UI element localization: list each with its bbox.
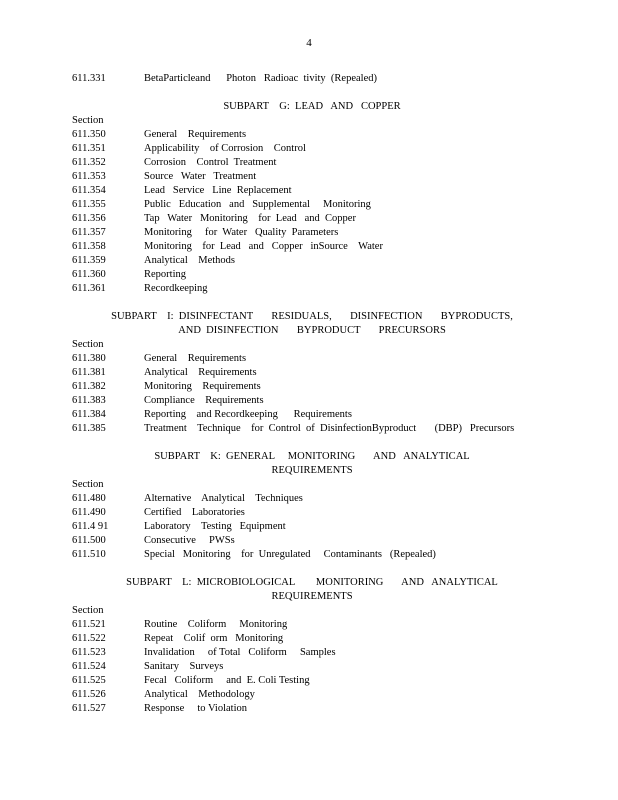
subpart-heading: SUBPART I: DISINFECTANT RESIDUALS, DISINFECTION BYPRODUCTS, bbox=[111, 311, 513, 322]
toc-entry bbox=[72, 422, 552, 436]
section-number: 611.510 bbox=[72, 549, 106, 560]
section-number: 611.490 bbox=[72, 507, 106, 518]
section-title: Laboratory Testing Equipment bbox=[144, 521, 286, 532]
toc-entry bbox=[72, 282, 552, 296]
section-number: 611.352 bbox=[72, 157, 106, 168]
toc-entry bbox=[72, 394, 552, 408]
toc-entry bbox=[72, 702, 552, 716]
subpart-block bbox=[72, 450, 552, 576]
section-title: General Requirements bbox=[144, 353, 247, 364]
section-number: 611.522 bbox=[72, 633, 106, 644]
subpart-heading: REQUIREMENTS bbox=[271, 591, 353, 602]
toc-entry bbox=[72, 226, 552, 240]
section-title: General Requirements bbox=[144, 129, 247, 140]
section-label: Section bbox=[72, 605, 104, 616]
section-number: 611.526 bbox=[72, 689, 106, 700]
section-title: Applicability of Corrosion Control bbox=[144, 143, 306, 154]
toc-entry bbox=[72, 170, 552, 184]
subpart-block bbox=[72, 576, 552, 716]
toc-entry bbox=[72, 72, 552, 86]
section-label: Section bbox=[72, 115, 104, 126]
section-number: 611.331 bbox=[72, 73, 106, 84]
section-title: Reporting bbox=[144, 269, 186, 280]
section-title: Monitoring Requirements bbox=[144, 381, 261, 392]
toc-entry bbox=[72, 380, 552, 394]
section-number: 611.350 bbox=[72, 129, 106, 140]
section-title: Reporting and Recordkeeping Requirements bbox=[144, 409, 352, 420]
toc-entry bbox=[72, 618, 552, 632]
section-number: 611.500 bbox=[72, 535, 106, 546]
section-title: Repeat Colif orm Monitoring bbox=[144, 633, 284, 644]
section-number: 611.355 bbox=[72, 199, 106, 210]
subpart-heading: AND DISINFECTION BYPRODUCT PRECURSORS bbox=[178, 325, 446, 336]
toc-entry bbox=[72, 366, 552, 380]
toc-entry bbox=[72, 632, 552, 646]
section-title: Sanitary Surveys bbox=[144, 661, 224, 672]
subpart-block bbox=[72, 100, 552, 310]
table-of-contents bbox=[72, 72, 552, 716]
toc-entry bbox=[72, 184, 552, 198]
toc-entry bbox=[72, 646, 552, 660]
section-title: Recordkeeping bbox=[144, 283, 208, 294]
section-number: 611.381 bbox=[72, 367, 106, 378]
toc-entry bbox=[72, 212, 552, 226]
section-title: Fecal Coliform and E. Coli Testing bbox=[144, 675, 310, 686]
toc-entry bbox=[72, 254, 552, 268]
section-number: 611.385 bbox=[72, 423, 106, 434]
section-title: Analytical Requirements bbox=[144, 367, 257, 378]
subparts-list bbox=[72, 100, 552, 716]
section-number: 611.354 bbox=[72, 185, 106, 196]
section-label: Section bbox=[72, 479, 104, 490]
section-title: Special Monitoring for Unregulated Contaminants (Repealed) bbox=[144, 549, 436, 560]
toc-entry bbox=[72, 408, 552, 422]
section-number: 611.357 bbox=[72, 227, 106, 238]
section-number: 611.353 bbox=[72, 171, 106, 182]
section-title: Consecutive PWSs bbox=[144, 535, 235, 546]
toc-entry bbox=[72, 506, 552, 520]
toc-entry bbox=[72, 198, 552, 212]
section-number: 611.382 bbox=[72, 381, 106, 392]
toc-entry bbox=[72, 128, 552, 142]
section-title: Compliance Requirements bbox=[144, 395, 264, 406]
section-number: 611.525 bbox=[72, 675, 106, 686]
toc-entry bbox=[72, 142, 552, 156]
section-number: 611.524 bbox=[72, 661, 106, 672]
section-title: Invalidation of Total Coliform Samples bbox=[144, 647, 336, 658]
toc-entry bbox=[72, 688, 552, 702]
section-title: Lead Service Line Replacement bbox=[144, 185, 292, 196]
page-number: 4 bbox=[306, 37, 312, 49]
section-number: 611.523 bbox=[72, 647, 106, 658]
subpart-heading: SUBPART K: GENERAL MONITORING AND ANALYTICAL bbox=[154, 451, 470, 462]
section-title: Source Water Treatment bbox=[144, 171, 257, 182]
section-title: BetaParticleand Photon Radioac tivity (Repealed) bbox=[144, 73, 377, 84]
subpart-heading: SUBPART G: LEAD AND COPPER bbox=[223, 101, 401, 112]
section-number: 611.356 bbox=[72, 213, 106, 224]
section-number: 611.384 bbox=[72, 409, 106, 420]
toc-entry bbox=[72, 268, 552, 282]
section-title: Corrosion Control Treatment bbox=[144, 157, 277, 168]
section-title: Response to Violation bbox=[144, 703, 248, 714]
section-number: 611.480 bbox=[72, 493, 106, 504]
section-title: Analytical Methodology bbox=[144, 689, 255, 700]
toc-entry bbox=[72, 240, 552, 254]
toc-entry bbox=[72, 352, 552, 366]
section-number: 611.359 bbox=[72, 255, 106, 266]
section-title: Alternative Analytical Techniques bbox=[144, 493, 303, 504]
section-number: 611.351 bbox=[72, 143, 106, 154]
section-number: 611.383 bbox=[72, 395, 106, 406]
section-number: 611.358 bbox=[72, 241, 106, 252]
section-title: Certified Laboratories bbox=[144, 507, 245, 518]
section-number: 611.361 bbox=[72, 283, 106, 294]
section-title: Monitoring for Water Quality Parameters bbox=[144, 227, 339, 238]
section-title: Treatment Technique for Control of DisinfectionByproduct (DBP) Precursors bbox=[144, 423, 515, 434]
section-number: 611.4 91 bbox=[72, 521, 109, 532]
toc-entry bbox=[72, 520, 552, 534]
subpart-heading: SUBPART L: MICROBIOLOGICAL MONITORING AND ANALYTICAL bbox=[126, 577, 498, 588]
toc-entry bbox=[72, 492, 552, 506]
section-title: Analytical Methods bbox=[144, 255, 235, 266]
toc-entry bbox=[72, 548, 552, 562]
toc-entry bbox=[72, 660, 552, 674]
section-title: Public Education and Supplemental Monitoring bbox=[144, 199, 371, 210]
section-label: Section bbox=[72, 339, 104, 350]
section-number: 611.521 bbox=[72, 619, 106, 630]
subpart-heading: REQUIREMENTS bbox=[271, 465, 353, 476]
toc-entry bbox=[72, 534, 552, 548]
toc-entry bbox=[72, 674, 552, 688]
section-title: Monitoring for Lead and Copper inSource Water bbox=[144, 241, 383, 252]
subpart-block bbox=[72, 310, 552, 450]
section-number: 611.380 bbox=[72, 353, 106, 364]
section-title: Routine Coliform Monitoring bbox=[144, 619, 288, 630]
section-number: 611.360 bbox=[72, 269, 106, 280]
toc-entry bbox=[72, 156, 552, 170]
section-number: 611.527 bbox=[72, 703, 106, 714]
section-title: Tap Water Monitoring for Lead and Copper bbox=[144, 213, 356, 224]
